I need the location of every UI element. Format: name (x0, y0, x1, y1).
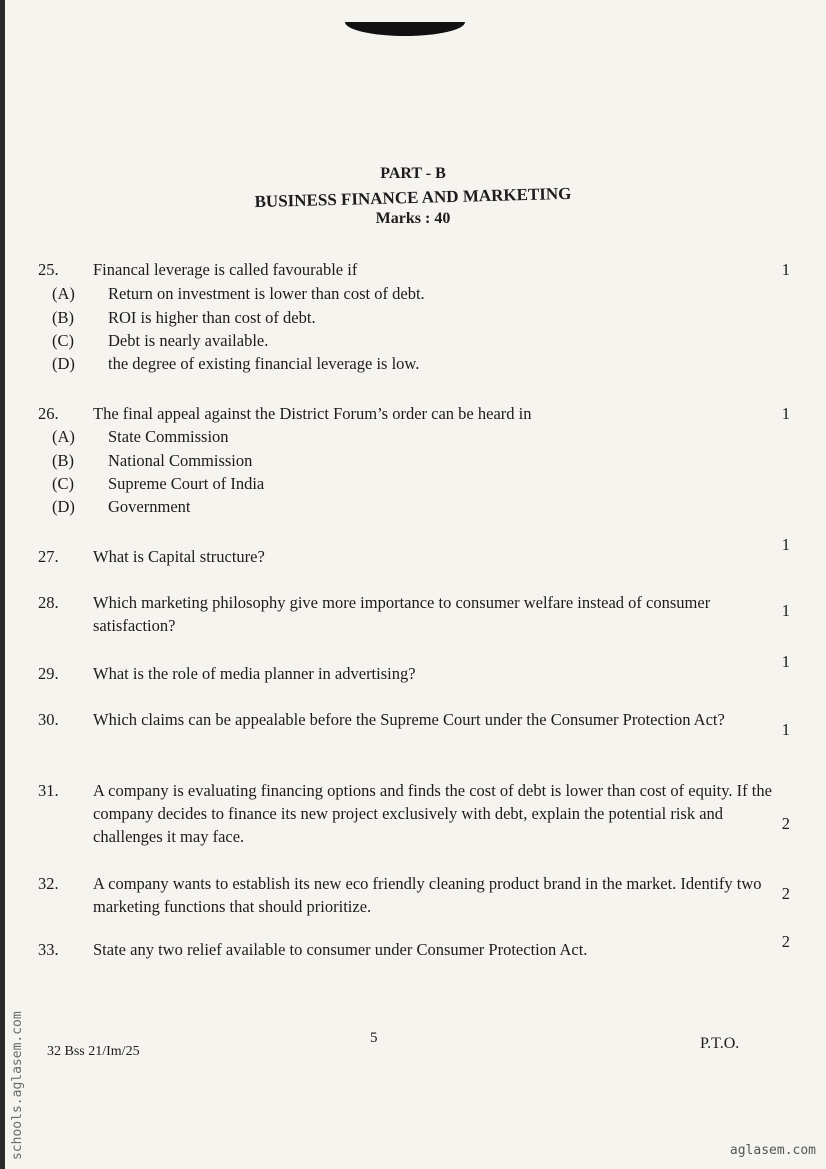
question-marks: 1 (781, 601, 790, 620)
question-number: 28. (38, 593, 59, 612)
option-text: State Commission (108, 427, 229, 446)
question-number: 26. (38, 404, 59, 423)
option-text: Government (108, 497, 191, 516)
option-letter: (D) (52, 354, 75, 373)
option-d (52, 497, 190, 517)
question-text: A company is evaluating financing options and finds the cost of debt is lower than cost of equity. If the company decides to finance its new project exclusively with debt, explain the potential risk and challenges it may face. (93, 781, 772, 846)
option-letter: (D) (52, 497, 75, 516)
question-number: 29. (38, 664, 59, 683)
option-letter: (C) (52, 474, 74, 493)
question-text: Which claims can be appealable before the Supreme Court under the Consumer Protection Act? (93, 710, 725, 729)
question-text: State any two relief available to consumer under Consumer Protection Act. (93, 940, 588, 959)
question-number: 32. (38, 874, 59, 893)
question-text: What is the role of media planner in advertising? (93, 664, 416, 683)
option-text: ROI is higher than cost of debt. (108, 308, 316, 327)
option-a (52, 427, 229, 447)
question-marks: 1 (781, 260, 790, 279)
question-text: A company wants to establish its new eco friendly cleaning product brand in the market. Identify two marketing functions that should prioritize. (93, 874, 762, 916)
option-letter: (B) (52, 308, 74, 327)
question-number: 30. (38, 710, 59, 729)
option-d (52, 354, 419, 374)
part-heading: PART - B (380, 165, 446, 182)
option-a (52, 284, 425, 304)
question-number: 25. (38, 260, 59, 279)
question-marks: 1 (781, 652, 790, 671)
question-marks: 2 (781, 932, 790, 951)
pto-label: P.T.O. (700, 1035, 740, 1052)
question-marks: 1 (781, 535, 790, 554)
question-marks: 2 (781, 884, 790, 903)
option-b (52, 451, 252, 471)
option-text: Supreme Court of India (108, 474, 265, 493)
question-number: 31. (38, 781, 59, 800)
option-letter: (A) (52, 284, 75, 303)
question-text: What is Capital structure? (93, 547, 265, 566)
option-text: Return on investment is lower than cost of debt. (108, 284, 425, 303)
side-watermark: schools.aglasem.com (10, 1011, 25, 1160)
question-text: The final appeal against the District Forum’s order can be heard in (93, 404, 532, 423)
subject-heading: BUSINESS FINANCE AND MARKETING (254, 183, 572, 212)
paper-code: 32 Bss 21/Im/25 (47, 1044, 140, 1059)
question-marks: 1 (781, 404, 790, 423)
option-text: National Commission (108, 451, 253, 470)
total-marks: Marks : 40 (375, 210, 451, 227)
option-b (52, 308, 316, 328)
question-marks: 1 (781, 720, 790, 739)
option-c (52, 474, 264, 494)
option-letter: (A) (52, 427, 75, 446)
scan-blot (345, 22, 465, 36)
question-text: Which marketing philosophy give more importance to consumer welfare instead of consumer satisfaction? (93, 593, 711, 635)
question-marks: 2 (781, 814, 790, 833)
option-letter: (C) (52, 331, 74, 350)
question-text: Financal leverage is called favourable if (93, 260, 358, 279)
question-number: 27. (38, 547, 59, 566)
option-text: the degree of existing financial leverage is low. (108, 354, 420, 373)
option-text: Debt is nearly available. (108, 331, 269, 350)
page-number: 5 (370, 1030, 378, 1046)
bottom-watermark: aglasem.com (729, 1143, 816, 1158)
option-c (52, 331, 268, 351)
question-number: 33. (38, 940, 59, 959)
option-letter: (B) (52, 451, 74, 470)
